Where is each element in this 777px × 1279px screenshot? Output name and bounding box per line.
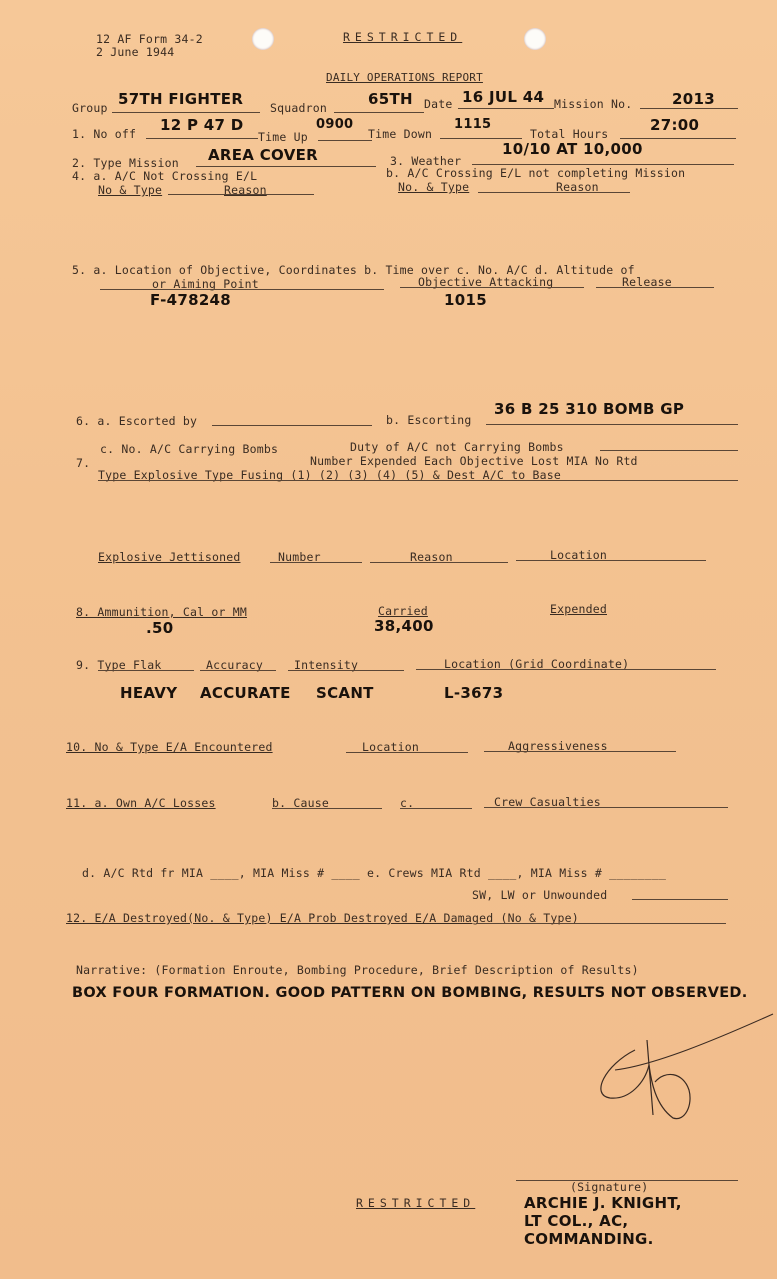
ea-encountered-label: 10. No & Type E/A Encountered	[66, 740, 273, 754]
jettisoned-reason: Reason	[410, 550, 453, 564]
weather-label: 3. Weather	[390, 154, 462, 168]
jettisoned-number: Number	[278, 550, 321, 564]
narrative-label: Narrative: (Formation Enroute, Bombing Procedure, Brief Description of Results)	[76, 963, 639, 977]
time-over-value: 1015	[444, 291, 487, 309]
aggressiveness-label: Aggressiveness	[508, 739, 608, 753]
aiming-point-sub: or Aiming Point	[152, 277, 259, 291]
group-label: Group	[72, 101, 108, 115]
ea-location-label: Location	[362, 740, 419, 754]
flak-intensity-value: SCANT	[316, 684, 374, 702]
form-date: 2 June 1944	[96, 45, 175, 59]
jettisoned-label: Explosive Jettisoned	[98, 550, 241, 564]
date-label: Date	[424, 97, 453, 111]
punch-hole-right	[524, 28, 546, 50]
commander-title: COMMANDING.	[524, 1230, 654, 1248]
ammunition-label: 8. Ammunition, Cal or MM	[76, 605, 247, 619]
own-losses-label: 11. a. Own A/C Losses	[66, 796, 216, 810]
time-down-label: Time Down	[368, 127, 433, 141]
classification-top: RESTRICTED	[343, 30, 463, 44]
classification-bottom: RESTRICTED	[356, 1196, 476, 1210]
expended-label: Expended	[550, 602, 607, 616]
jettisoned-location: Location	[550, 548, 607, 562]
type-mission-label: 2. Type Mission	[72, 156, 179, 170]
expended-header: Number Expended Each Objective Lost MIA No Rtd	[310, 454, 638, 468]
weather-value: 10/10 AT 10,000	[502, 140, 643, 158]
reason-sub-b: Reason	[556, 180, 599, 194]
cause-label: b. Cause	[272, 796, 329, 810]
c-label: c.	[400, 796, 415, 810]
objective-attacking-sub: Objective Attacking	[418, 275, 554, 289]
escorting-value: 36 B 25 310 BOMB GP	[494, 400, 685, 418]
no-off-label: 1. No off	[72, 127, 137, 141]
no-type-sub-a: No & Type	[98, 183, 163, 197]
escorted-by-label: 6. a. Escorted by	[76, 414, 198, 428]
objective-label: 5. a. Location of Objective, Coordinates b. Time over c. No. A/C d. Altitude of	[72, 263, 635, 277]
crew-casualties-label: Crew Casualties	[494, 795, 601, 809]
doc-title: DAILY OPERATIONS REPORT	[326, 71, 483, 84]
item-7-number: 7.	[76, 456, 91, 470]
carrying-bombs-label: c. No. A/C Carrying Bombs	[100, 442, 279, 456]
carried-value: 38,400	[374, 617, 434, 635]
accuracy-label: Accuracy	[206, 658, 263, 672]
caliber-value: .50	[146, 619, 174, 637]
flak-location-value: L-3673	[444, 684, 504, 702]
total-hours-value: 27:00	[650, 116, 700, 134]
punch-hole-left	[252, 28, 274, 50]
signature-label: (Signature)	[570, 1180, 649, 1194]
duty-label: Duty of A/C not Carrying Bombs	[350, 440, 564, 454]
squadron-value: 65TH	[368, 90, 413, 108]
no-off-value: 12 P 47 D	[160, 116, 244, 134]
intensity-label: Intensity	[294, 658, 359, 672]
flak-accuracy-value: ACCURATE	[200, 684, 291, 702]
type-mission-value: AREA COVER	[208, 146, 318, 164]
ac-not-crossing-label: 4. a. A/C Not Crossing E/L	[72, 169, 258, 183]
time-up-label: Time Up	[258, 130, 308, 144]
squadron-label: Squadron	[270, 101, 327, 115]
date-value: 16 JUL 44	[462, 88, 545, 106]
mission-label: Mission No.	[554, 97, 633, 111]
coordinate-value: F-478248	[150, 291, 232, 309]
escorting-label: b. Escorting	[386, 413, 472, 427]
handwritten-initials	[585, 1010, 777, 1130]
narrative-text: BOX FOUR FORMATION. GOOD PATTERN ON BOMBING, RESULTS NOT OBSERVED.	[72, 985, 748, 1001]
mia-returned-label: d. A/C Rtd fr MIA ____, MIA Miss # ____ e. Crews MIA Rtd ____, MIA Miss # ________	[82, 866, 667, 880]
flak-location-label: Location (Grid Coordinate)	[444, 657, 630, 671]
time-down-value: 1115	[454, 117, 492, 132]
group-value: 57TH FIGHTER	[118, 90, 244, 108]
carried-label: Carried	[378, 604, 428, 618]
type-flak-label: 9. Type Flak	[76, 658, 162, 672]
ac-crossing-label: b. A/C Crossing E/L not completing Mission	[386, 166, 686, 180]
total-hours-label: Total Hours	[530, 127, 609, 141]
ea-destroyed-label: 12. E/A Destroyed(No. & Type) E/A Prob Destroyed E/A Damaged (No & Type)	[66, 911, 579, 925]
commander-rank: LT COL., AC,	[524, 1212, 629, 1230]
commander-name: ARCHIE J. KNIGHT,	[524, 1194, 682, 1212]
wound-status-label: SW, LW or Unwounded	[472, 888, 608, 902]
release-sub: Release	[622, 275, 672, 289]
time-up-value: 0900	[316, 117, 354, 132]
explosive-type-row: Type Explosive Type Fusing (1) (2) (3) (4) (5) & Dest A/C to Base	[98, 468, 562, 482]
reason-sub-a: Reason	[224, 183, 267, 197]
no-type-sub-b: No. & Type	[398, 180, 470, 194]
flak-type-value: HEAVY	[120, 684, 178, 702]
form-id: 12 AF Form 34-2	[96, 32, 203, 46]
mission-value: 2013	[672, 90, 715, 108]
